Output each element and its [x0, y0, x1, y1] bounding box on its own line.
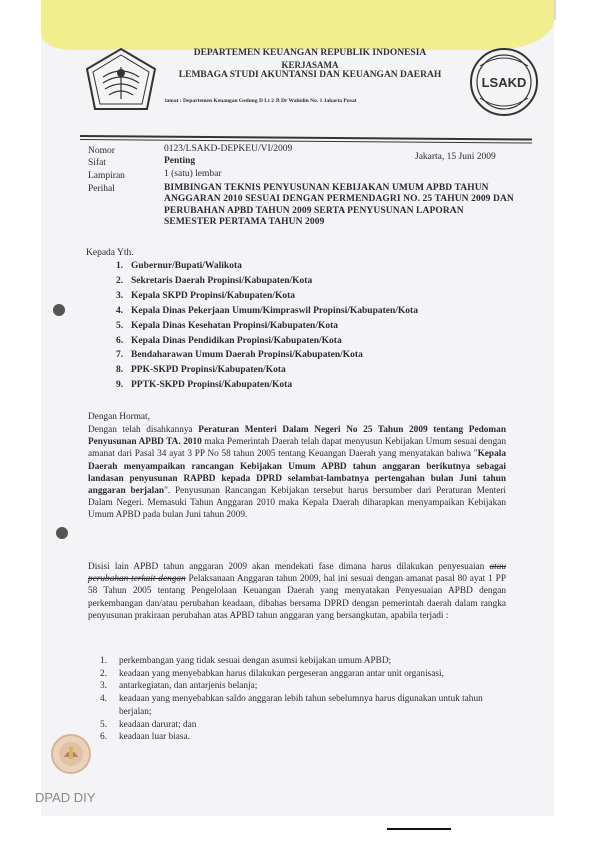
- list-item: [100, 680, 509, 693]
- list-item: [116, 289, 418, 304]
- perihal-label: Perihal: [88, 184, 115, 194]
- recipient-name: Kepala Dinas Pendidikan Propinsi/Kabupaten/Kota: [131, 335, 342, 346]
- logo-right-text: LSAKD: [481, 75, 527, 90]
- list-item: [116, 378, 418, 393]
- list-item: [116, 363, 418, 378]
- condition-text: perkembangan yang tidak sesuai dengan asumsi kebijakan umum APBD;: [119, 656, 392, 666]
- list-number: 6.: [116, 335, 124, 346]
- garuda-emblem-icon: [83, 47, 159, 117]
- nomor-value: 0123/LSAKD-DEPKEU/VI/2009: [164, 144, 293, 154]
- header-cooperation: KERJASAMA: [281, 60, 339, 70]
- lsakd-logo-icon: [468, 46, 540, 118]
- underline-mark: [387, 828, 451, 830]
- recipient-name: Sekretaris Daerah Propinsi/Kabupaten/Kota: [131, 275, 313, 286]
- condition-text: antarkegiatan, dan antarjenis belanja;: [119, 681, 258, 692]
- recipient-name: PPK-SKPD Propinsi/Kabupaten/Kota: [131, 365, 286, 376]
- perihal-value: BIMBINGAN TEKNIS PENYUSUNAN KEBIJAKAN UMUM APBD TAHUN ANGGARAN 2010 SESUAI DENGAN PERMENDAGRI NO. 25 TAHUN 2009 DAN PERUBAHAN APBD TAHUN 2009 SERTA PENYUSUNAN LAPORAN SEMESTER PERTAMA TAHUN 2009: [164, 183, 514, 227]
- list-number: 6.: [100, 732, 107, 743]
- conditions-list: [100, 655, 509, 744]
- list-number: 9.: [116, 380, 124, 391]
- letter-date: Jakarta, 15 Juni 2009: [415, 152, 496, 162]
- list-number: 4.: [100, 694, 107, 705]
- list-item: [116, 334, 418, 349]
- list-item: [116, 274, 418, 289]
- paragraph-bold-text: Peraturan Menteri Dalam Negeri No 25 Tahun 2009 tentang Pedoman Penyusunan APBD TA. 2010: [88, 425, 506, 448]
- list-item: [100, 731, 509, 744]
- header-institution: LEMBAGA STUDI AKUNTANSI DAN KEUANGAN DAERAH: [178, 70, 442, 80]
- watermark-text: DPAD DIY: [35, 790, 96, 805]
- recipient-name: Gubernur/Bupati/Walikota: [131, 261, 242, 271]
- recipient-name: Bendaharawan Umum Daerah Propinsi/Kabupaten/Kota: [131, 350, 363, 361]
- paragraph-text: Pelaksanaan Anggaran tahun 2009, hal ini sesuai dengan amanat pasal 80 ayat 1 PP 58 Tahun 2005 tentang Pengelolaan Keuangan Daerah yang menyatakan Penyesuaian APBD dengan perkembangan dan/atau perubahan keadaan, dibahas bersama DPRD dengan pemerintah daerah dalam rangka penyusunan prakiraan perubahan atas APBD tahun anggaran yang bersangkutan, apabila terjadi :: [88, 574, 506, 621]
- condition-text: keadaan yang menyebabkan harus dilakukan pergeseran anggaran antar unit organisasi,: [119, 668, 444, 679]
- punch-hole: [56, 527, 68, 539]
- list-number: 3.: [116, 290, 124, 301]
- condition-text: keadaan yang menyebabkan saldo anggaran lebih tahun sebelumnya harus digunakan untuk tahun berjalan;: [119, 694, 483, 717]
- condition-text: keadaan darurat; dan: [119, 719, 197, 730]
- paragraph-text: Dengan telah disahkannya: [88, 425, 199, 435]
- sifat-label: Sifat: [88, 158, 106, 168]
- paragraph-text: maka Pemerintah Daerah telah dapat menyusun Kebijakan Umum sesuai dengan amanat dari Pasal 34 ayat 3 PP No 58 tahun 2005 tentang Keuangan Daerah yang menyatakan bahwa ": [88, 437, 506, 460]
- list-number: 2.: [116, 275, 124, 286]
- struck-text: atau perubahan terkait dengan: [88, 562, 506, 585]
- header-ministry: DEPARTEMEN KEUANGAN REPUBLIK INDONESIA: [193, 48, 427, 58]
- list-item: [116, 348, 418, 363]
- list-number: 2.: [100, 668, 107, 679]
- recipient-list: [116, 259, 418, 393]
- paragraph-text: ". Penyusunan Rancangan Kebijakan tersebut harus bersumber dari Peraturan Menteri Dalam Negeri. Memasuki Tahun Anggaran 2010 maka Kepala Daerah diharapkan menyampaikan Kebijakan Umum APBD pada bulan Juni tahun 2009.: [88, 486, 506, 521]
- list-item: [100, 719, 509, 732]
- paragraph-adjustment: [88, 561, 506, 622]
- list-item: [100, 655, 509, 668]
- list-number: 1.: [116, 261, 124, 271]
- paragraph-regulation: [88, 424, 506, 522]
- list-number: 5.: [116, 320, 124, 331]
- recipient-name: Kepala Dinas Kesehatan Propinsi/Kabupaten/Kota: [131, 320, 339, 331]
- paragraph-text: Disisi lain APBD tahun anggaran 2009 akan mendekati fase dimana harus dilakukan penyesuaian: [88, 562, 490, 572]
- list-item: [116, 319, 418, 334]
- list-number: 1.: [100, 656, 107, 666]
- paragraph-bold-text: Kepala Daerah menyampaikan rancangan Kebijakan Umum APBD tahun anggaran berikutnya sebagai landasan penyusunan RAPBD kepada DPRD selambat-lambatnya pertengahan bulan Juni tahun anggaran berjalan: [88, 449, 506, 497]
- list-number: 7.: [116, 350, 124, 361]
- list-item: [116, 259, 418, 274]
- seal-icon: [50, 733, 92, 775]
- list-number: 5.: [100, 719, 107, 730]
- list-number: 4.: [116, 305, 124, 316]
- list-item: [100, 668, 509, 681]
- addressee-heading: Kepada Yth.: [86, 248, 134, 258]
- list-item: [116, 304, 418, 319]
- nomor-label: Nomor: [88, 146, 115, 156]
- punch-hole: [53, 304, 65, 316]
- sticky-note-overlay: [41, 0, 554, 50]
- lampiran-label: Lampiran: [88, 171, 125, 181]
- list-number: 8.: [116, 365, 124, 376]
- sifat-value: Penting: [164, 156, 196, 166]
- recipient-name: Kepala Dinas Pekerjaan Umum/Kimpraswil Propinsi/Kabupaten/Kota: [131, 305, 418, 316]
- salutation: Dengan Hormat,: [88, 412, 150, 422]
- recipient-name: Kepala SKPD Propinsi/Kabupaten/Kota: [131, 290, 295, 301]
- header-address: lamat : Departemen Keuangan Gedung D Lt 2 Jl Dr Wahidin No. 1 Jakarta Pusat: [165, 98, 357, 104]
- list-number: 3.: [100, 681, 107, 692]
- list-item: [100, 693, 509, 718]
- condition-text: keadaan luar biasa.: [119, 732, 190, 743]
- lampiran-value: 1 (satu) lembar: [164, 169, 222, 179]
- recipient-name: PPTK-SKPD Propinsi/Kabupaten/Kota: [131, 380, 293, 391]
